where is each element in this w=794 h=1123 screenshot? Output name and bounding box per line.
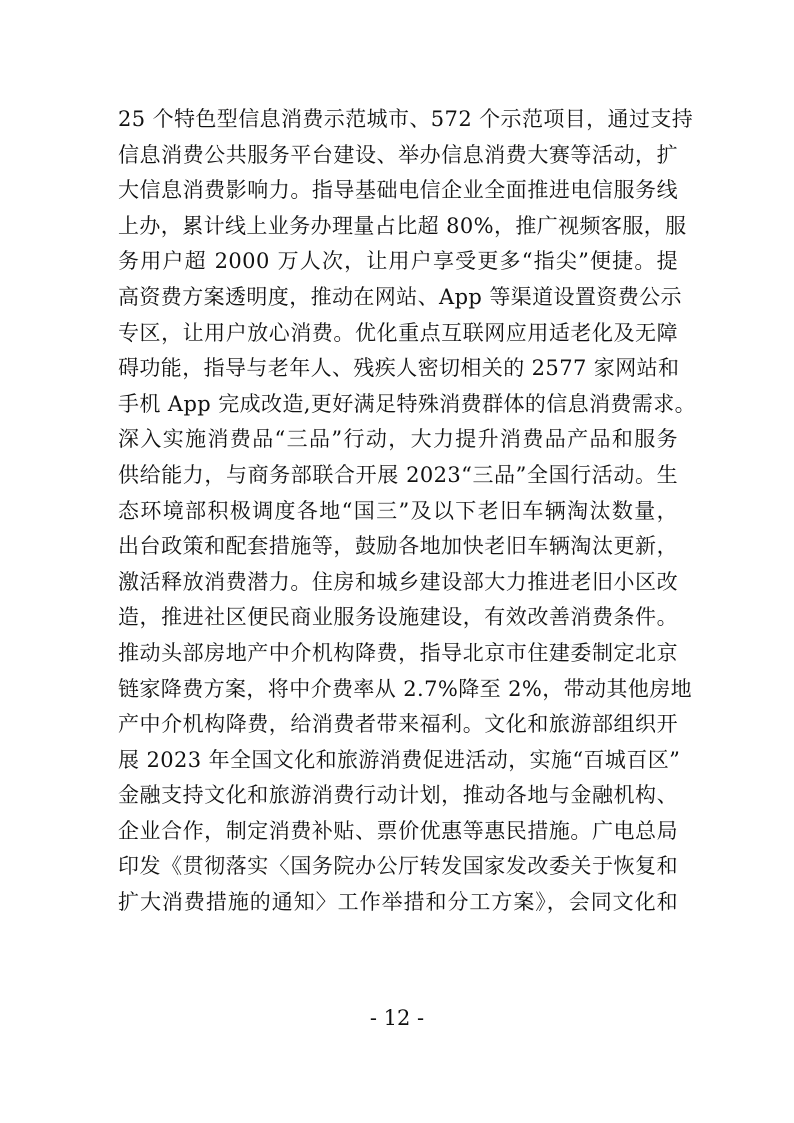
text-line: 大信息消费影响力。指导基础电信企业全面推进电信服务线 (118, 178, 678, 203)
text-line: 深入实施消费品“三品”行动，大力提升消费品产品和服务 (118, 427, 678, 452)
text-line: 上办，累计线上业务办理量占比超 80%，推广视频客服，服 (118, 213, 687, 238)
text-line: 专区，让用户放心消费。优化重点互联网应用适老化及无障 (118, 320, 678, 345)
text-line: 激活释放消费潜力。住房和城乡建设部大力推进老旧小区改 (118, 569, 678, 594)
text-line: 扩大消费措施的通知〉工作举措和分工方案》，会同文化和 (118, 890, 678, 915)
text-line: 印发《贯彻落实〈国务院办公厅转发国家发改委关于恢复和 (118, 854, 678, 879)
text-line: 链家降费方案，将中介费率从 2.7%降至 2%，带动其他房地 (118, 676, 693, 701)
text-line: 产中介机构降费，给消费者带来福利。文化和旅游部组织开 (118, 712, 678, 737)
text-line: 信息消费公共服务平台建设、举办信息消费大赛等活动，扩 (118, 142, 678, 167)
text-line: 碍功能，指导与老年人、残疾人密切相关的 2577 家网站和 (118, 356, 680, 381)
text-line: 态环境部积极调度各地“国三”及以下老旧车辆淘汰数量， (118, 498, 678, 523)
text-line: 25 个特色型信息消费示范城市、572 个示范项目，通过支持 (118, 107, 694, 131)
text-line: 出台政策和配套措施等，鼓励各地加快老旧车辆淘汰更新， (118, 534, 678, 559)
text-line: 企业合作，制定消费补贴、票价优惠等惠民措施。广电总局 (118, 818, 678, 843)
text-line: 手机 App 完成改造,更好满足特殊消费群体的信息消费需求。 (118, 391, 697, 416)
page-number: - 12 - (369, 1006, 425, 1030)
body-text (118, 102, 697, 921)
text-line: 高资费方案透明度，推动在网站、App 等渠道设置资费公示 (118, 284, 682, 309)
text-line: 造，推进社区便民商业服务设施建设，有效改善消费条件。 (118, 605, 678, 630)
text-line: 金融支持文化和旅游消费行动计划，推动各地与金融机构、 (118, 783, 678, 808)
text-line: 推动头部房地产中介机构降费，指导北京市住建委制定北京 (118, 640, 678, 665)
text-line: 供给能力，与商务部联合开展 2023“三品”全国行活动。生 (118, 462, 678, 487)
text-line: 务用户超 2000 万人次，让用户享受更多“指尖”便捷。提 (118, 249, 678, 274)
text-line: 展 2023 年全国文化和旅游消费促进活动，实施“百城百区” (118, 747, 681, 772)
